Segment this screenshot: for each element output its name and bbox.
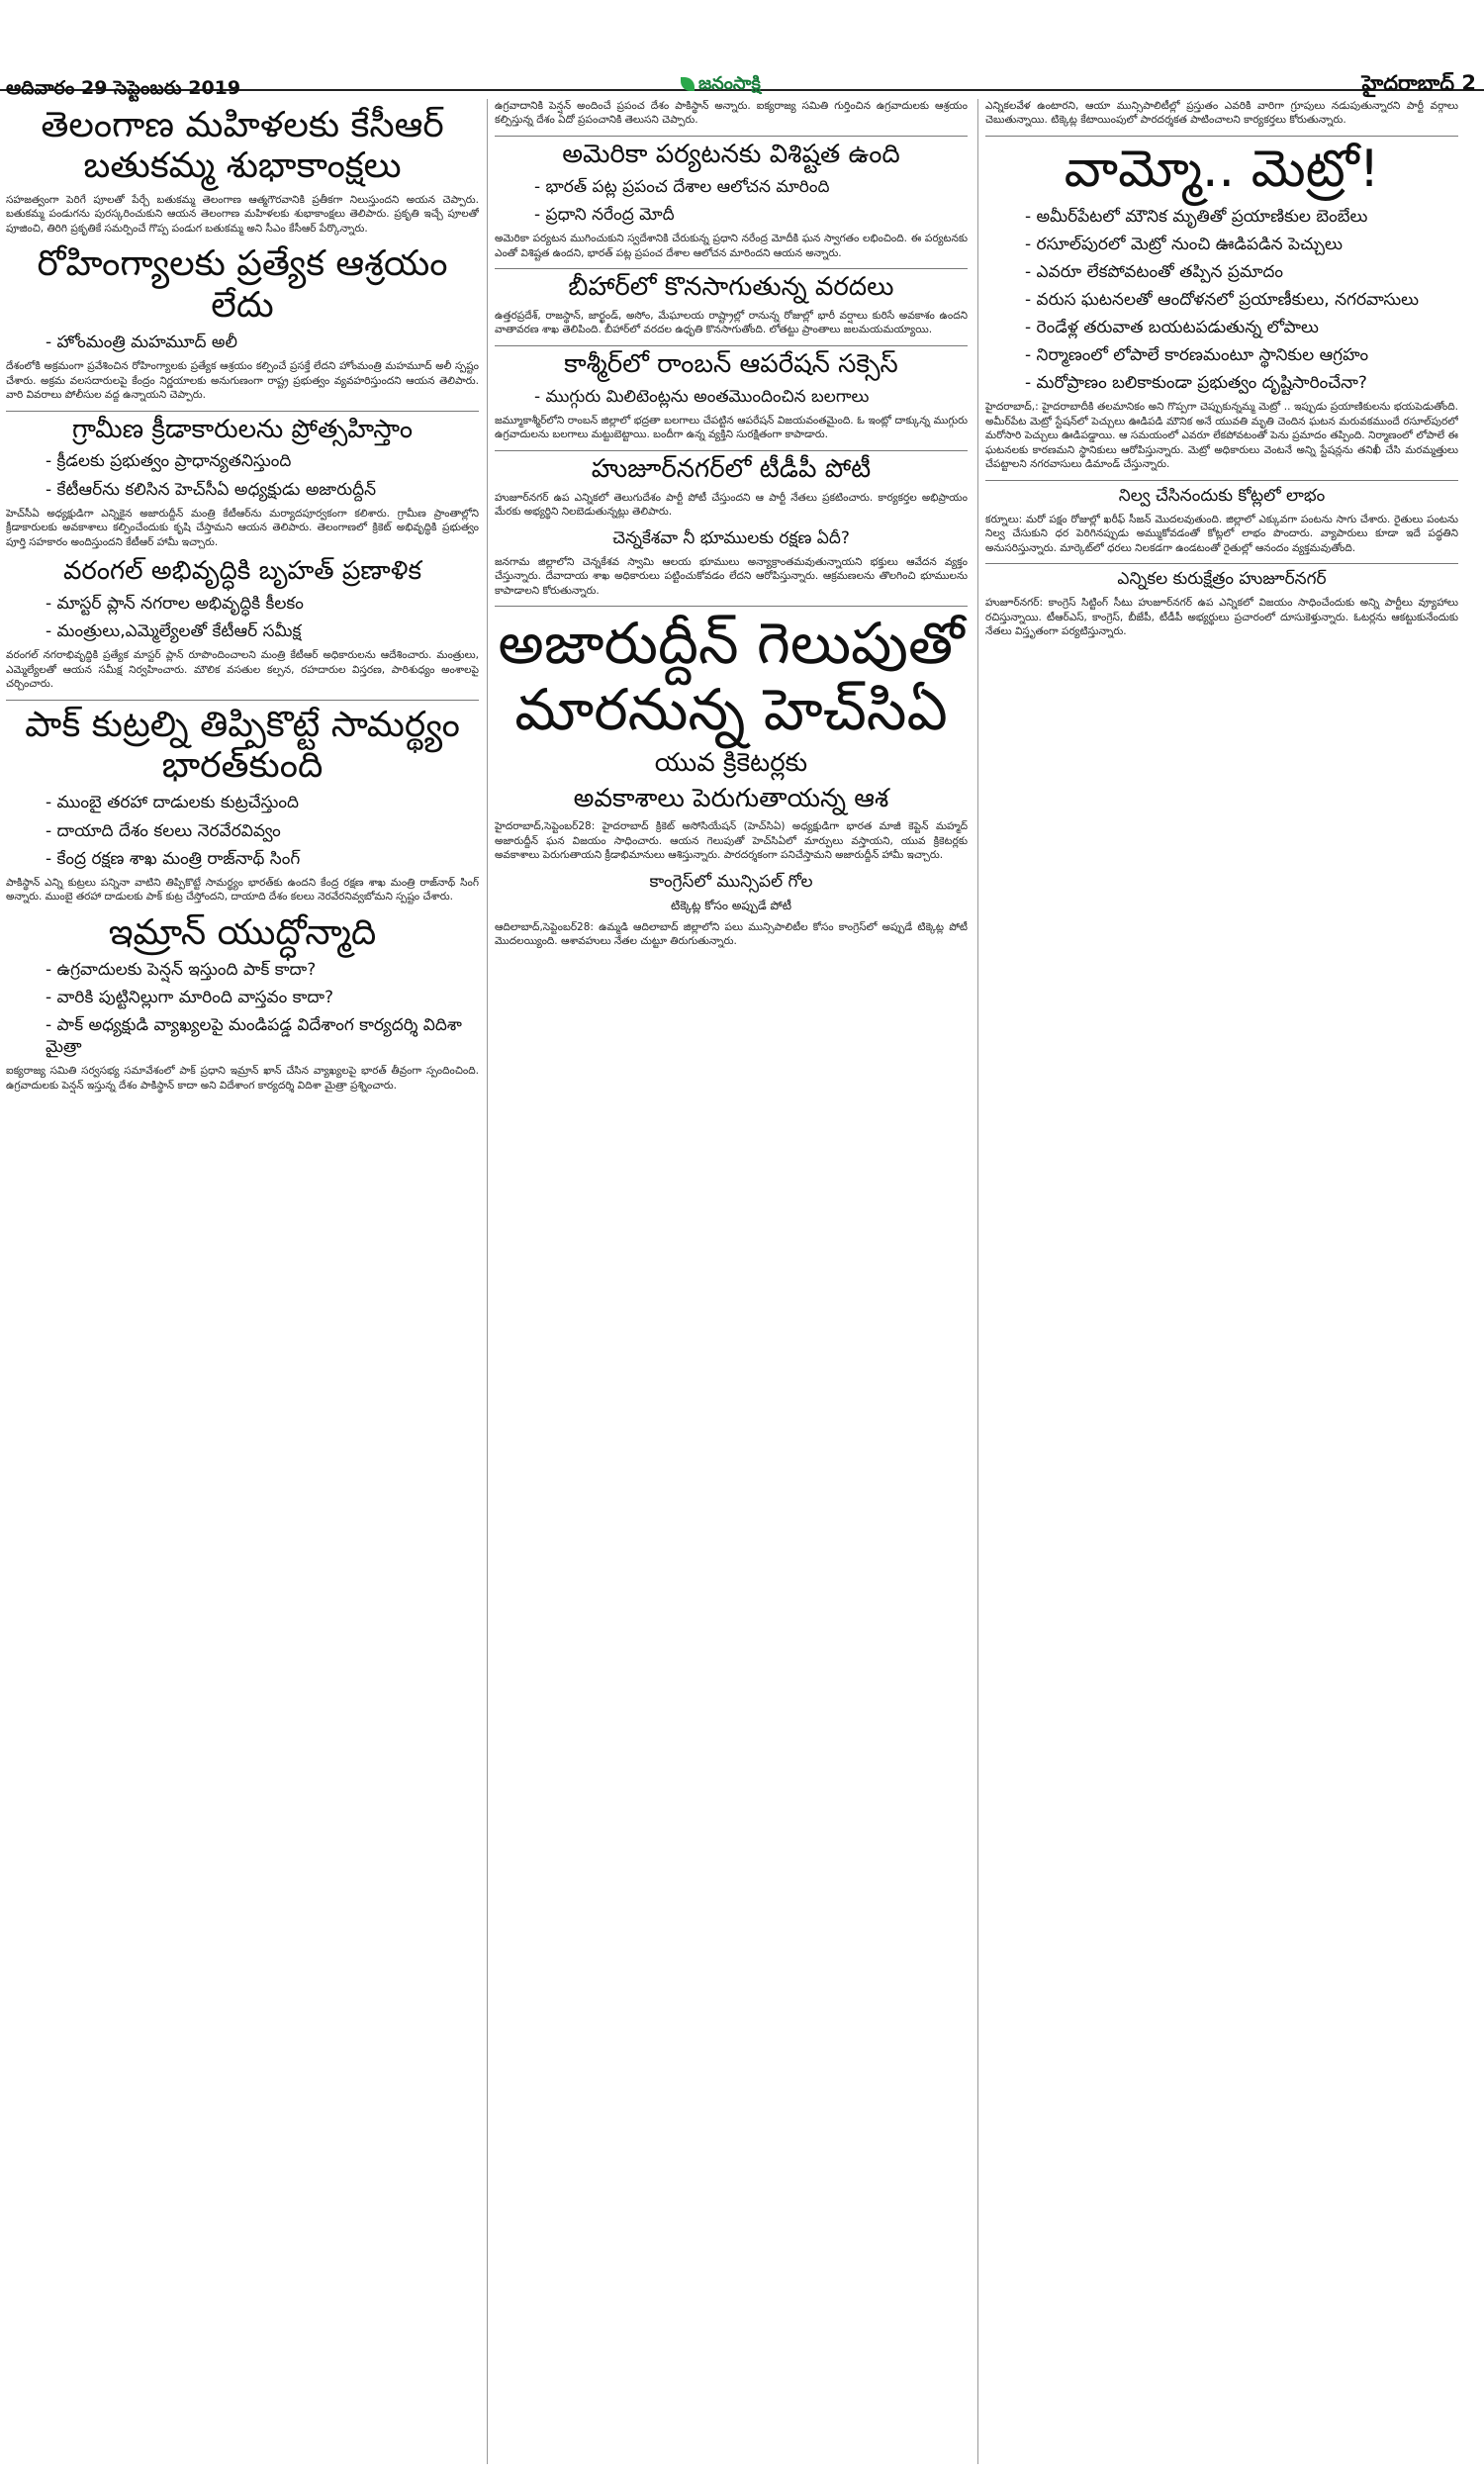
subhead: - ప్రధాని నరేంద్ర మోదీ <box>534 204 968 226</box>
headline-bathukamma: తెలంగాణ మహిళలకు కేసీఆర్ బతుకమ్మ శుభాకాంక్షలు <box>41 105 444 187</box>
subhead-opportunities: అవకాశాలు పెరుగుతాయన్న ఆశ <box>573 783 889 813</box>
newspaper-logo <box>681 73 761 98</box>
subhead: - భారత్ పట్ల ప్రపంచ దేశాల ఆలోచన మారింది <box>534 176 968 198</box>
article-body: కర్నూలు: మరో పక్షం రోజుల్లో ఖరీఫ్ సీజన్ మొదలవుతుంది. జిల్లాలో ఎక్కువగా పంటను సాగు చేశారు. రైతులు పంటను నిల్వ చేసుకుని ధర పెరిగినప్పుడు అమ్ముకోవడంతో కోట్లలో లాభం పొందారు. వ్యాపారులు కూడా ఇదే పద్ధతిని అనుసరిస్తున్నారు. మార్కెట్‌లో ధరలు నిలకడగా ఉండటంతో రైతుల్లో ఆనందం వ్యక్తమవుతోంది. <box>985 513 1458 554</box>
article-body: హెచ్‌సీఏ అధ్యక్షుడిగా ఎన్నికైన అజారుద్దీన్ మంత్రి కేటీఆర్‌ను మర్యాదపూర్వకంగా కలిశారు. గ్రామీణ ప్రాంతాల్లోని క్రీడాకారులకు అవకాశాలు కల్పించేందుకు కృషి చేస్తామని ఆయన తెలిపారు. తెలంగాణలో క్రికెట్ అభివృద్ధికి ప్రభుత్వం పూర్తి సహకారం అందిస్తుందని కేటీఆర్ హామీ ఇచ్చారు. <box>6 507 479 548</box>
subhead: - కేటీఆర్‌ను కలిసిన హెచ్‌సీఏ అధ్యక్షుడు అజారుద్దీన్ <box>46 479 479 501</box>
column-middle <box>495 99 968 957</box>
issue-date: ఆదివారం 29 సెప్టెంబరు 2019 <box>6 77 241 99</box>
article-body: ఎన్నికలవేళ ఉంటారని, ఆయా మున్సిపాలిటీల్లో ప్రస్తుతం ఎవరికి వారిగా గ్రూపులు నడుపుతున్నారని పార్టీ వర్గాలు చెబుతున్నాయి. టిక్కెట్ల కేటాయింపులో పారదర్శకత పాటించాలని కార్యకర్తలు కోరుతున్నారు. <box>985 100 1458 127</box>
headline-rohingya: రోహింగ్యాలకు ప్రత్యేక ఆశ్రయం లేదు <box>37 243 448 326</box>
subhead: - అమీర్‌పేటలో మౌనిక మృతితో ప్రయాణికుల బెంబేలు <box>1025 206 1458 228</box>
subhead: - ఉగ్రవాదులకు పెన్షన్ ఇస్తుంది పాక్ కాదా? <box>46 959 479 981</box>
subhead: - నిర్మాణంలో లోపాలే కారణమంటూ స్థానికుల ఆగ్రహం <box>1025 344 1458 366</box>
article-body: దేశంలోకి అక్రమంగా ప్రవేశించిన రోహింగ్యాలకు ప్రత్యేక ఆశ్రయం కల్పించే ప్రసక్తే లేదని హోంమంత్రి మహమూద్ అలీ స్పష్టం చేశారు. అక్రమ వలసదారులపై కేంద్రం నిర్ణయాలకు అనుగుణంగా రాష్ట్ర ప్రభుత్వం వ్యవహరిస్తుందని ఆయన తెలిపారు. వారి వివరాలు పోలీసుల వద్ద ఉన్నాయని చెప్పారు. <box>6 360 479 402</box>
headline-rural-sports: గ్రామీణ క్రీడాకారులను ప్రోత్సహిస్తాం <box>6 411 479 445</box>
subhead: - రసూల్‌పురలో మెట్రో నుంచి ఊడిపడిన పెచ్చులు <box>1025 234 1458 255</box>
subhead: - మరోప్రాణం బలికాకుండా ప్రభుత్వం దృష్టిసారించేనా? <box>1025 372 1458 394</box>
article-body: వరంగల్ నగరాభివృద్ధికి ప్రత్యేక మాస్టర్ ప్లాన్ రూపొందించాలని మంత్రి కేటీఆర్ అధికారులను ఆదేశించారు. మంత్రులు, ఎమ్మెల్యేలతో ఆయన సమీక్ష నిర్వహించారు. మౌలిక వసతుల కల్పన, రహదారుల విస్తరణ, పారిశుధ్యం అంశాలపై చర్చించారు. <box>6 649 479 691</box>
subhead: - ఎవరూ లేకపోవటంతో తప్పిన ప్రమాదం <box>1025 261 1458 283</box>
masthead <box>0 0 1484 99</box>
logo-text: జనంసాక్షి <box>698 73 761 94</box>
subhead: - హోంమంత్రి మహమూద్ అలీ <box>46 332 479 353</box>
article-body: హుజూర్‌నగర్ ఉప ఎన్నికలో తెలుగుదేశం పార్టీ పోటీ చేస్తుందని ఆ పార్టీ నేతలు ప్రకటించారు. కార్యకర్తల అభిప్రాయం మేరకు అభ్యర్థిని నిలబెడుతున్నట్లు తెలిపారు. <box>495 491 968 519</box>
headline-tdp: హుజూర్‌నగర్‌లో టీడీపీ పోటీ <box>495 450 968 485</box>
subhead: చెన్నకేశవా నీ భూములకు రక్షణ ఏదీ? <box>612 527 850 548</box>
subhead: - వరుస ఘటనలతో ఆందోళనలో ప్రయాణీకులు, నగరవాసులు <box>1025 289 1458 311</box>
headline-metro: వామ్మో.. మెట్రో! <box>985 136 1458 200</box>
subhead: - మంత్రులు,ఎమ్మెల్యేలతో కేటీఆర్ సమీక్ష <box>46 620 479 642</box>
headline-imran: ఇమ్రాన్ యుద్ధోన్మాది <box>108 911 377 953</box>
column-divider <box>487 99 488 2464</box>
subhead: ఎన్నికల కురుక్షేత్రం హుజూర్‌నగర్ <box>985 563 1458 590</box>
column-divider <box>977 99 978 2464</box>
subhead: - రెండేళ్ల తరువాత బయటపడుతున్న లోపాలు <box>1025 317 1458 338</box>
headline-warangal: వరంగల్ అభివృద్ధికి బృహత్ ప్రణాళిక <box>62 556 422 587</box>
subhead: టిక్కెట్ల కోసం అప్పుడే పోటీ <box>670 898 792 912</box>
subhead-young-cricketers: యువ క్రికెటర్లకు <box>654 747 808 778</box>
subhead: - మాస్టర్ ప్లాన్ నగరాల అభివృద్ధికి కీలకం <box>46 593 479 615</box>
article-body: జమ్మూకాశ్మీర్‌లోని రాంబన్ జిల్లాలో భద్రతా బలగాలు చేపట్టిన ఆపరేషన్ విజయవంతమైంది. ఓ ఇంట్లో దాక్కున్న ముగ్గురు ఉగ్రవాదులను బలగాలు మట్టుబెట్టాయి. బందీగా ఉన్న వ్యక్తిని సురక్షితంగా కాపాడారు. <box>495 414 968 441</box>
headline-bihar-floods: బీహార్‌లో కొనసాగుతున్న వరదలు <box>495 268 968 303</box>
headline-azharuddin: అజారుద్దీన్ గెలుపుతో మారనున్న హెచ్‌సిఏ <box>495 606 968 742</box>
article-body: ఐక్యరాజ్య సమితి సర్వసభ్య సమావేశంలో పాక్ ప్రధాని ఇమ్రాన్ ఖాన్ చేసిన వ్యాఖ్యలపై భారత్ తీవ్రంగా స్పందించింది. ఉగ్రవాదులకు పెన్షన్ ఇస్తున్న దేశం పాకిస్థాన్ కాదా అని విదేశాంగ కార్యదర్శి విదిశా మైత్రా ప్రశ్నించారు. <box>6 1065 479 1092</box>
article-body: హైదరాబాద్,సెప్టెంబర్28: హైదరాబాద్ క్రికెట్ అసోసియేషన్ (హెచ్‌సిఏ) అధ్యక్షుడిగా భారత మాజీ కెప్టెన్ మహ్మద్ అజారుద్దీన్ ఘన విజయం సాధించారు. ఆయన గెలుపుతో హెచ్‌సిఏలో మార్పులు వస్తాయని, యువ క్రికెటర్లకు అవకాశాలు పెరుగుతాయని క్రీడాభిమానులు ఆశిస్తున్నారు. పారదర్శకంగా పనిచేస్తామని అజారుద్దీన్ హామీ ఇచ్చారు. <box>495 820 968 862</box>
column-right <box>985 99 1458 647</box>
article-body: జనగామ జిల్లాలోని చెన్నకేశవ స్వామి ఆలయ భూములు అన్యాక్రాంతమవుతున్నాయని భక్తులు ఆవేదన వ్యక్తం చేస్తున్నారు. దేవాదాయ శాఖ అధికారులు పట్టించుకోవడం లేదని ఆరోపిస్తున్నారు. ఆక్రమణలను తొలగించి భూములను కాపాడాలని కోరుతున్నారు. <box>495 555 968 597</box>
subhead: - ముగ్గురు మిలిటెంట్లను అంతమొందించిన బలగాలు <box>534 386 968 408</box>
article-body: పాకిస్థాన్ ఎన్ని కుట్రలు పన్నినా వాటిని తిప్పికొట్టే సామర్థ్యం భారత్‌కు ఉందని కేంద్ర రక్షణ శాఖ మంత్రి రాజ్‌నాథ్ సింగ్ అన్నారు. ముంబై తరహా దాడులకు పాక్ కుట్ర చేస్తోందని, దాయాది దేశం కలలు నెరవేరనివ్వబోమని స్పష్టం చేశారు. <box>6 876 479 904</box>
headline-us-visit: అమెరికా పర్యటనకు విశిష్టత ఉంది <box>495 136 968 170</box>
subhead: - పాక్ అధ్యక్షుడి వ్యాఖ్యలపై మండిపడ్డ విదేశాంగ కార్యదర్శి విదిశా మైత్రా <box>46 1014 479 1058</box>
subhead: - క్రీడలకు ప్రభుత్వం ప్రాధాన్యతనిస్తుంది <box>46 450 479 472</box>
edition-page: హైదరాబాద్ 2 <box>1361 71 1476 95</box>
article-body: ఆదిలాబాద్,సెప్టెంబర్28: ఉమ్మడి ఆదిలాబాద్ జిల్లాలోని పలు మున్సిపాలిటీల కోసం కాంగ్రెస్‌లో అప్పుడే టిక్కెట్ల పోటీ మొదలయ్యింది. ఆశావహులు నేతల చుట్టూ తిరుగుతున్నారు. <box>495 920 968 948</box>
subhead: - ముంబై తరహా దాడులకు కుట్రచేస్తుంది <box>46 792 479 813</box>
subhead: నిల్వ చేసినందుకు కోట్లలో లాభం <box>985 480 1458 507</box>
article-body: సహజత్వంగా పెరిగే పూలతో పేర్చే బతుకమ్మ తెలంగాణ ఆత్మగౌరవానికి ప్రతీకగా నిలుస్తుందని అయన చెప్పారు. బతుకమ్మ పండుగను పురస్కరించుకుని ఆయన తెలంగాణ మహిళలకు శుభాకాంక్షలు తెలిపారు. ప్రకృతి ఇచ్చే పూలతో పూజించి, తిరిగి ప్రకృతికే సమర్పించే గొప్ప పండుగ బతుకమ్మ అని సీఎం కేసీఆర్ పేర్కొన్నారు. <box>6 193 479 235</box>
article-body: హైదరాబాద్,: హైదరాబాదీకి తలమానికం అని గొప్పగా చెప్పుకున్నమ్మ మెట్రో .. ఇప్పుడు ప్రయాణికులను భయపెడుతోంది. అమీర్‌పేట మెట్రో స్టేషన్‌లో పెచ్చులు ఊడిపడి మౌనిక అనే యువతి మృతి చెందిన ఘటన మరువకముందే రసూల్‌పురలో మరోసారి పెచ్చులు ఊడిపడ్డాయి. ఆ సమయంలో ఎవరూ లేకపోవటంతో పెను ప్రమాదం తప్పింది. నిర్మాణంలో లోపాలే ఈ ఘటనలకు కారణమని స్థానికులు ఆరోపిస్తున్నారు. మెట్రో అధికారులు వెంటనే అన్ని స్టేషన్లను తనిఖీ చేసి మరమ్మత్తులు చేపట్టాలని నగరవాసులు డిమాండ్ చేస్తున్నారు. <box>985 401 1458 471</box>
subhead: - కేంద్ర రక్షణ శాఖ మంత్రి రాజ్‌నాథ్ సింగ్ <box>46 848 479 870</box>
article-body: ఉత్తరప్రదేశ్, రాజస్థాన్, జార్ఖండ్, అసోం, మేఘాలయ రాష్ట్రాల్లో రానున్న రోజుల్లో భారీ వర్షాలు కురిసే అవకాశం ఉందని వాతావరణ శాఖ తెలిపింది. బీహార్‌లో వరదల ఉధృతి కొనసాగుతోంది. లోతట్టు ప్రాంతాలు జలమయమయ్యాయి. <box>495 309 968 336</box>
article-body: ఉగ్రవాదానికి పెన్షన్ అందించే ప్రపంచ దేశం పాకిస్థాన్ అన్నారు. ఐక్యరాజ్య సమితి గుర్తించిన ఉగ్రవాదులకు ఆశ్రయం కల్పిస్తున్న దేశం ఏదో ప్రపంచానికి తెలుసని చెప్పారు. <box>495 100 968 127</box>
subhead: కాంగ్రెస్‌లో మున్సిపల్ గోల <box>649 871 813 892</box>
article-body: హుజూర్‌నగర్: కాంగ్రెస్ సిట్టింగ్ సీటు హుజూర్‌నగర్ ఉప ఎన్నికలో విజయం సాధించేందుకు అన్ని పార్టీలు వ్యూహాలు రచిస్తున్నాయి. టీఆర్ఎస్, కాంగ్రెస్, బీజేపీ, టీడీపీ అభ్యర్థులు ప్రచారంలో దూసుకెళ్తున్నారు. ఓటర్లను ఆకట్టుకునేందుకు నేతలు విస్తృతంగా పర్యటిస్తున్నారు. <box>985 597 1458 638</box>
leaf-icon <box>681 77 695 91</box>
headline-pak-conspiracy: పాక్ కుట్రల్ని తిప్పికొట్టే సామర్థ్యం భారత్‌కుంది <box>6 700 479 787</box>
subhead: - దాయాది దేశం కలలు నెరవేరవివ్వం <box>46 820 479 842</box>
subhead: - వారికి పుట్టినిల్లుగా మారింది వాస్తవం కాదా? <box>46 987 479 1008</box>
article-body: అమెరికా పర్యటన ముగించుకుని స్వదేశానికి చేరుకున్న ప్రధాని నరేంద్ర మోదీకి ఘన స్వాగతం లభించింది. ఈ పర్యటనకు ఎంతో విశిష్టత ఉందని, భారత్ పట్ల ప్రపంచ దేశాల ఆలోచన మారిందని ఆయన అన్నారు. <box>495 233 968 259</box>
headline-kashmir: కాశ్మీర్‌లో రాంబన్ ఆపరేషన్ సక్సెస్ <box>495 345 968 380</box>
column-left <box>6 99 479 1100</box>
